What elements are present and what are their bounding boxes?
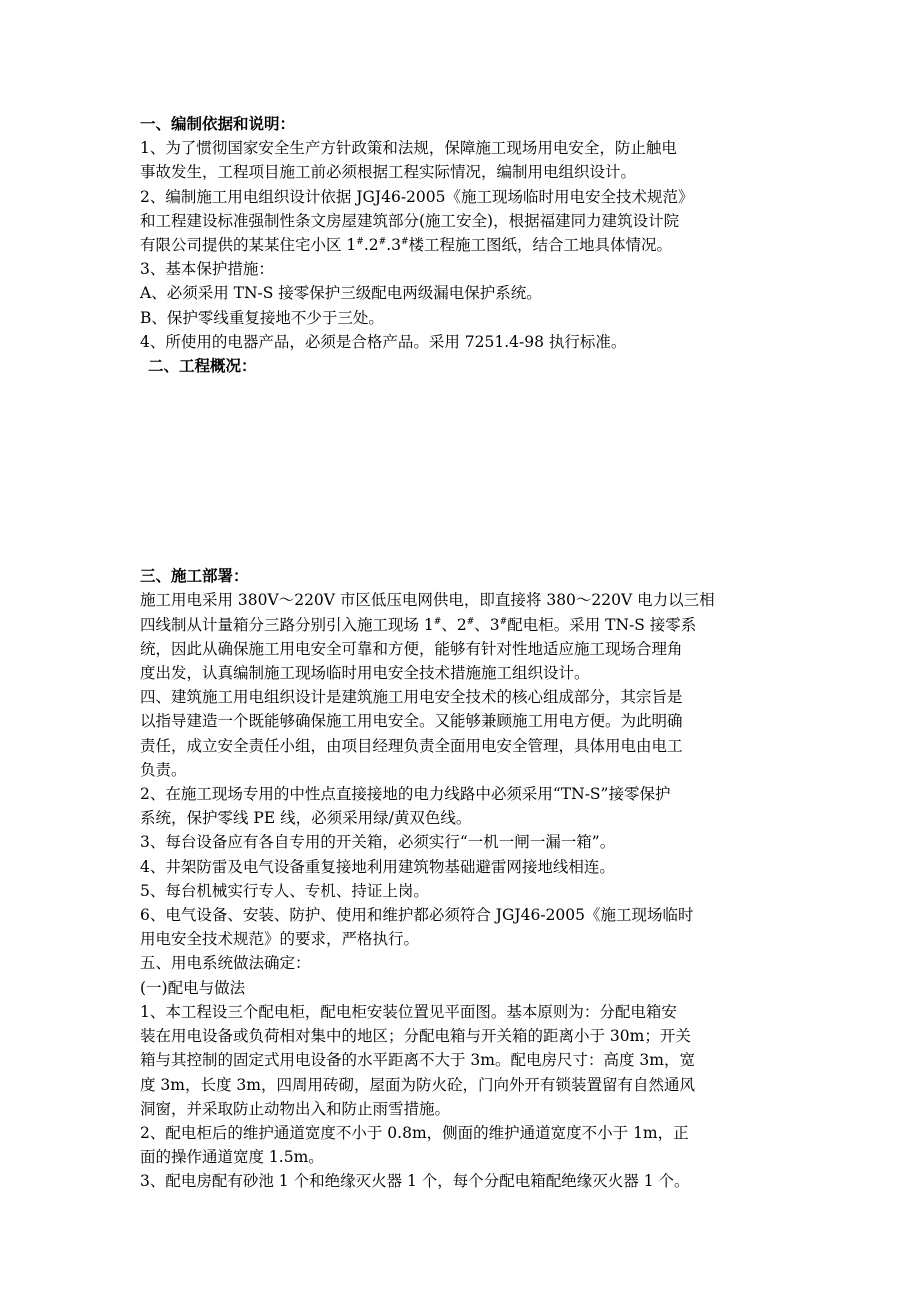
paragraph-line: 3、基本保护措施： <box>140 260 274 279</box>
paragraph-line: 4、井架防雷及电气设备重复接地利用建筑物基础避雷网接地线相连。 <box>140 857 615 876</box>
section-3-heading: 三、施工部署： <box>140 566 249 586</box>
blank-space <box>140 378 785 564</box>
paragraph-line: 用电安全技术规范》的要求，严格执行。 <box>140 930 420 949</box>
paragraph-line: 面的操作通道宽度 1.5m。 <box>140 1148 324 1167</box>
paragraph-line: 1、为了惯彻国家安全生产方针政策和法规，保障施工现场用电安全，防止触电 <box>140 139 677 158</box>
paragraph-line: 1、本工程设三个配电柜，配电柜安装位置见平面图。基本原则为：分配电箱安 <box>140 1002 677 1021</box>
paragraph-line: 施工用电采用 380V～220V 市区低压电网供电，即直接将 380～220V 电力以三相 <box>140 591 715 610</box>
paragraph-line: 和工程建设标准强制性条文房屋建筑部分(施工安全)，根据福建同力建筑设计院 <box>140 211 680 230</box>
section-1-heading: 一、编制依据和说明： <box>140 114 296 133</box>
paragraph-line: 5、每台机械实行专人、专机、持证上岗。 <box>140 881 429 900</box>
paragraph-line: 2、编制施工用电组织设计依据 JGJ46-2005《施工现场临时用电安全技术规范》 <box>140 187 694 206</box>
paragraph-line: 3、配电房配有砂池 1 个和绝缘灭火器 1 个，每个分配电箱配绝缘灭火器 1 个。 <box>140 1172 690 1191</box>
paragraph-line: 有限公司提供的某某住宅小区 1#.2#.3#楼工程施工图纸，结合工地具体情况。 <box>140 236 673 255</box>
paragraph-line: 五、用电系统做法确定： <box>140 954 311 973</box>
paragraph-line: 箱与其控制的固定式用电设备的水平距离不大于 3m。配电房尺寸：高度 3m，宽 <box>140 1051 695 1070</box>
paragraph-line: 责任，成立安全责任小组，由项目经理负责全面用电安全管理，具体用电由电工 <box>140 736 683 755</box>
paragraph-line: 6、电气设备、安装、防护、使用和维护都必须符合 JGJ46-2005《施工现场临时 <box>140 906 694 925</box>
paragraph-line: 系统，保护零线 PE 线，必须采用绿/黄双色线。 <box>140 809 472 828</box>
document-page <box>140 112 785 1194</box>
paragraph-line: 度 3m，长度 3m，四周用砖砌，屋面为防火砼，门向外开有锁装置留有自然通风 <box>140 1075 695 1094</box>
paragraph-line: 四、建筑施工用电组织设计是建筑施工用电安全技术的核心组成部分，其宗旨是 <box>140 688 683 707</box>
paragraph-line: 度出发，认真编制施工现场临时用电安全技术措施施工组织设计。 <box>140 664 590 683</box>
paragraph-line: A、必须采用 TN-S 接零保护三级配电两级漏电保护系统。 <box>140 284 542 303</box>
paragraph-line: B、保护零线重复接地不少于三处。 <box>140 308 384 327</box>
paragraph-line: (一)配电与做法 <box>140 978 246 997</box>
paragraph-line: 统，因此从确保施工用电安全可靠和方便，能够有针对性地适应施工现场合理角 <box>140 639 683 658</box>
paragraph-line: 2、配电柜后的维护通道宽度不小于 0.8m，侧面的维护通道宽度不小于 1m，正 <box>140 1123 689 1142</box>
paragraph-line: 洞窗，并采取防止动物出入和防止雨雪措施。 <box>140 1099 451 1118</box>
paragraph-line: 3、每台设备应有各自专用的开关箱，必须实行“一机一闸一漏一箱”。 <box>140 833 616 852</box>
paragraph-line: 以指导建造一个既能够确保施工用电安全。又能够兼顾施工用电方便。为此明确 <box>140 712 683 731</box>
paragraph-line: 四线制从计量箱分三路分别引入施工现场 1#、2#、3#配电柜。采用 TN-S 接零系 <box>140 615 697 634</box>
paragraph-line: 4、所使用的电器产品，必须是合格产品。采用 7251.4-98 执行标准。 <box>140 332 627 351</box>
paragraph-line: 事故发生，工程项目施工前必须根据工程实际情况，编制用电组织设计。 <box>140 163 637 182</box>
section-2-heading: 二、工程概况： <box>148 356 257 376</box>
paragraph-line: 负责。 <box>140 760 187 779</box>
paragraph-line: 2、在施工现场专用的中性点直接接地的电力线路中必须采用“TN-S”接零保护 <box>140 785 671 804</box>
paragraph-line: 装在用电设备或负荷相对集中的地区；分配电箱与开关箱的距离小于 30m；开关 <box>140 1027 691 1046</box>
